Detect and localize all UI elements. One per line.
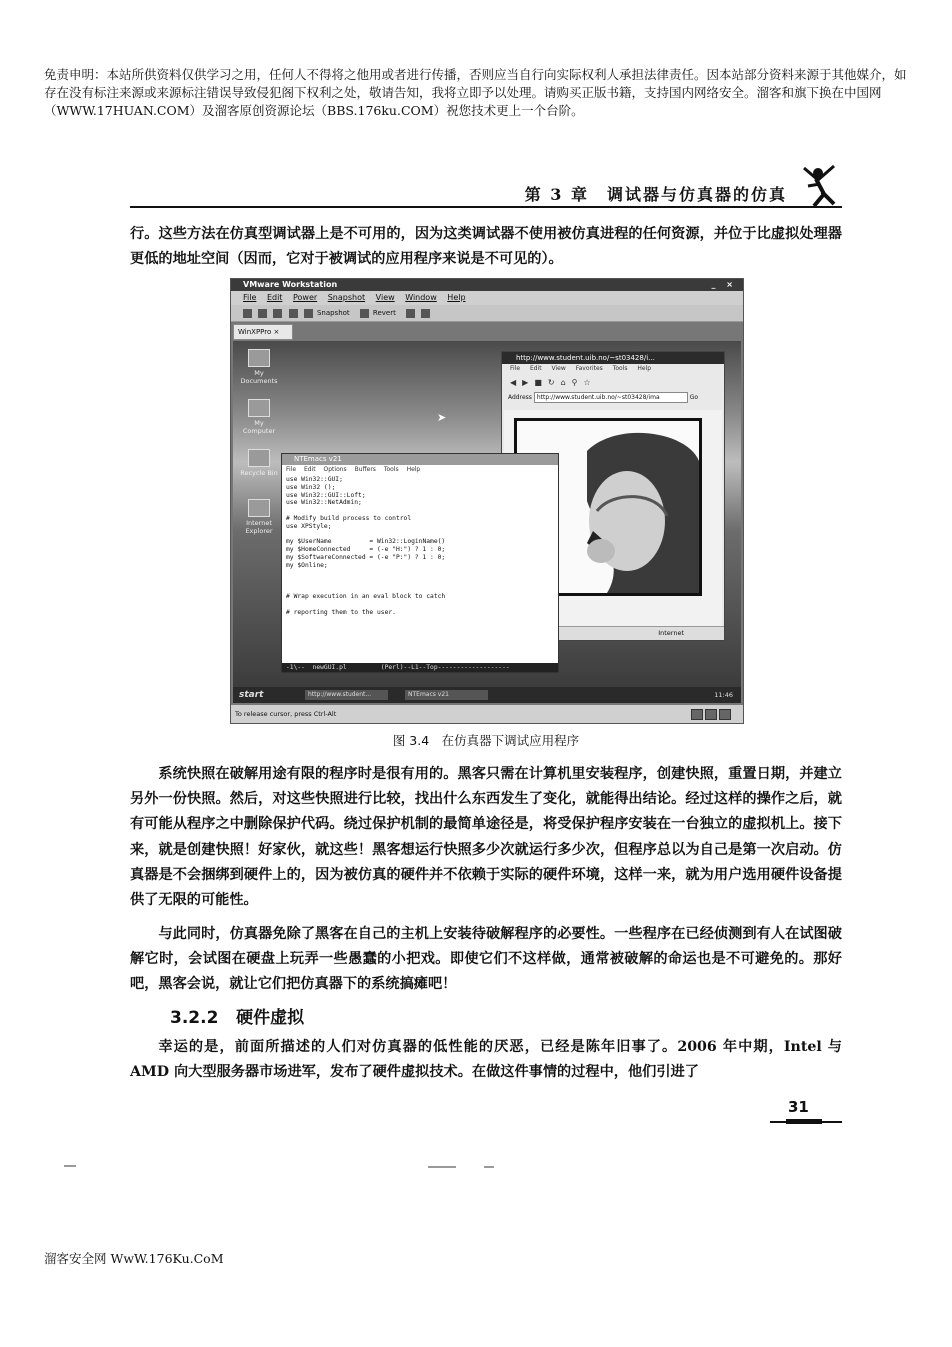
vmware-toolbar [231,305,743,322]
desktop-icon-my-documents[interactable]: My Documents [239,349,279,385]
scan-smudge [428,1166,456,1168]
emacs-modeline: -1\-- newGUI.pl (Perl)--L1--Top------------------- [282,663,558,672]
taskbar [233,687,741,703]
clock: 11:46 [714,691,733,699]
section-title: 硬件虚拟 [236,1008,305,1028]
browser-menu-file[interactable]: File [510,365,521,372]
snapshot-icon [304,309,313,318]
browser-menu-edit[interactable]: Edit [529,365,542,372]
start-button[interactable]: start [239,690,264,700]
browser-menu-help[interactable]: Help [637,365,652,372]
guest-desktop [233,341,741,687]
menu-edit[interactable]: Edit [266,293,283,302]
back-icon[interactable]: ◀ [510,378,523,387]
revert-button[interactable]: Revert [372,309,396,317]
vmware-statusbar [231,705,743,723]
menu-help[interactable]: Help [447,293,466,302]
device-icon[interactable] [705,709,717,720]
section-number: 3.2.2 [170,1008,219,1028]
release-cursor-hint: To release cursor, press Ctrl-Alt [235,710,337,718]
recycle-bin-icon [248,449,270,467]
paragraph: 系统快照在破解用途有限的程序时是很有用的。黑客只需在计算机里安装程序，创建快照，重置日期，并建立另外一份快照。然后，对这些快照进行比较，找出什么东西发生了变化，就能得出结论。经过这样的操作之后，就有可能从程序之中删除保护代码。绕过保护机制的最简单途径是，将受保护程序安装在一台独立的虚拟机上。接下来，就是创建快照！好家伙，就这些！黑客想运行快照多少次就运行多少次，但程序总以为自己是第一次启动。仿真器是不会捆绑到硬件上的，因为被仿真的硬件并不依赖于实际的硬件环境，这样一来，就为用户选用硬件设备提供了无限的可能性。 [130,766,842,909]
reset-icon[interactable] [289,309,298,318]
paragraph: 幸运的是，前面所描述的人们对仿真器的低性能的厌恶，已经是陈年旧事了。2006 年中期，Intel 与 AMD 向大型服务器市场进军，发布了硬件虚拟技术。在做这件事情的过程中，他们引进了 [130,1039,842,1081]
disclaimer-text: 免责申明：本站所供资料仅供学习之用，任何人不得将之他用或者进行传播，否则应当自行向实际权利人承担法律责任。因本站部分资料来源于其他媒介，如存在没有标注来源或来源标注错误导致侵犯阁下权利之处，敬请告知，我将立即予以处理。请购买正版书籍，支持国内网络安全。溜客和旗下换在中国网（WWW.17HUAN.COM）及溜客原创资源论坛（BBS.176ku.COM）祝您技术更上一个台阶。 [44,67,907,118]
desktop-icon-recycle-bin[interactable]: Recycle Bin [239,449,279,477]
pause-icon[interactable] [258,309,267,318]
running-header [130,178,842,208]
ie-icon [248,499,270,517]
menu-power[interactable]: Power [292,293,318,302]
kungfu-figure-icon [794,164,842,208]
fullscreen-icon[interactable] [406,309,415,318]
emacs-window [281,453,559,673]
emacs-menu-tools[interactable]: Tools [383,466,399,473]
home-icon[interactable]: ⌂ [560,378,572,387]
address-input[interactable]: http://www.student.uib.no/~st03428/ima [534,392,688,403]
task-browser[interactable]: http://www.student... [305,690,388,700]
paragraph: 行。这些方法在仿真型调试器上是不可用的，因为这类调试器不使用被仿真进程的任何资源，并位于比虚拟处理器更低的地址空间（因而，它对于被调试的应用程序来说是不可见的）。 [130,226,842,268]
emacs-menu-edit[interactable]: Edit [303,466,316,473]
desktop-icon-my-computer[interactable]: My Computer [239,399,279,435]
menu-snapshot[interactable]: Snapshot [327,293,366,302]
section-heading [170,1003,304,1028]
desktop-icon-internet-explorer[interactable]: Internet Explorer [239,499,279,535]
play-icon[interactable] [273,309,282,318]
mouse-cursor-icon: ➤ [437,411,447,424]
revert-icon [360,309,369,318]
quick-switch-icon[interactable] [421,309,430,318]
folder-icon [248,349,270,367]
device-icon[interactable] [719,709,731,720]
scan-smudge [64,1165,76,1167]
vmware-title: VMware Workstation [243,280,338,289]
menu-view[interactable]: View [375,293,395,302]
browser-title: http://www.student.uib.no/~st03428/i... [502,352,724,364]
footer-text: 溜客安全网 WwW.176Ku.CoM [44,1251,224,1266]
scan-smudge [484,1166,494,1168]
page-number: 31 [788,1098,809,1116]
search-icon[interactable]: ⚲ [571,378,584,387]
emacs-menu-buffers[interactable]: Buffers [354,466,376,473]
browser-toolbar [502,374,724,392]
screenshot-figure [230,278,744,724]
page-number-rule-accent [786,1119,822,1124]
chapter-title: 第 3 章 调试器与仿真器的仿真 [524,185,787,204]
header-rule [130,206,842,208]
refresh-icon[interactable]: ↻ [547,378,561,387]
code-editor[interactable]: use Win32::GUI; use Win32 (); use Win32::GUI::Loft; use Win32::NetAdmin; # Modify build process to control use XPStyle; my $UserName = Win32::LoginName() my $HomeConnected = (-e "H:") ? 1 : 0; my $SoftwareConnected = (-e "P:") ? 1 : 0; my $Online; # Wrap execution in an eval block to catch # reporting them to the user. [286,476,446,616]
emacs-title: NTEmacs v21 [282,454,558,465]
go-button[interactable]: Go [689,394,699,401]
forward-icon[interactable]: ▶ [522,378,535,387]
computer-icon [248,399,270,417]
browser-menubar [502,364,724,374]
tab-winxppro[interactable]: WinXPPro × [233,324,293,340]
snapshot-button[interactable]: Snapshot [316,309,350,317]
favorites-icon[interactable]: ☆ [583,378,597,387]
device-icon[interactable] [691,709,703,720]
task-emacs[interactable]: NTEmacs v21 [405,690,488,700]
browser-menu-favorites[interactable]: Favorites [575,365,603,372]
emacs-menu-help[interactable]: Help [406,466,421,473]
emacs-menu-file[interactable]: File [286,466,297,473]
address-label: Address [508,394,532,401]
browser-menu-tools[interactable]: Tools [612,365,628,372]
window-controls: _ × [711,280,737,289]
vmware-menubar [231,291,743,305]
paragraph: 与此同时，仿真器免除了黑客在自己的主机上安装待破解程序的必要性。一些程序在已经侦测到有人在试图破解它时，会试图在硬盘上玩弄一些愚蠢的小把戏。即使它们不这样做，通常被破解的命运也是不可避免的。那好吧，黑客会说，就让它们把仿真器下的系统搞瘫吧！ [130,926,842,993]
browser-menu-view[interactable]: View [551,365,566,372]
vmware-titlebar [231,279,743,291]
menu-window[interactable]: Window [405,293,437,302]
stop-icon[interactable]: ■ [534,378,548,387]
menu-file[interactable]: File [243,293,257,302]
emacs-menubar [282,465,558,474]
figure-caption: 图 3.4 在仿真器下调试应用程序 [392,733,580,748]
stop-icon[interactable] [243,309,252,318]
status-internet: Internet [658,629,684,637]
address-bar [502,392,724,404]
emacs-menu-options[interactable]: Options [323,466,347,473]
